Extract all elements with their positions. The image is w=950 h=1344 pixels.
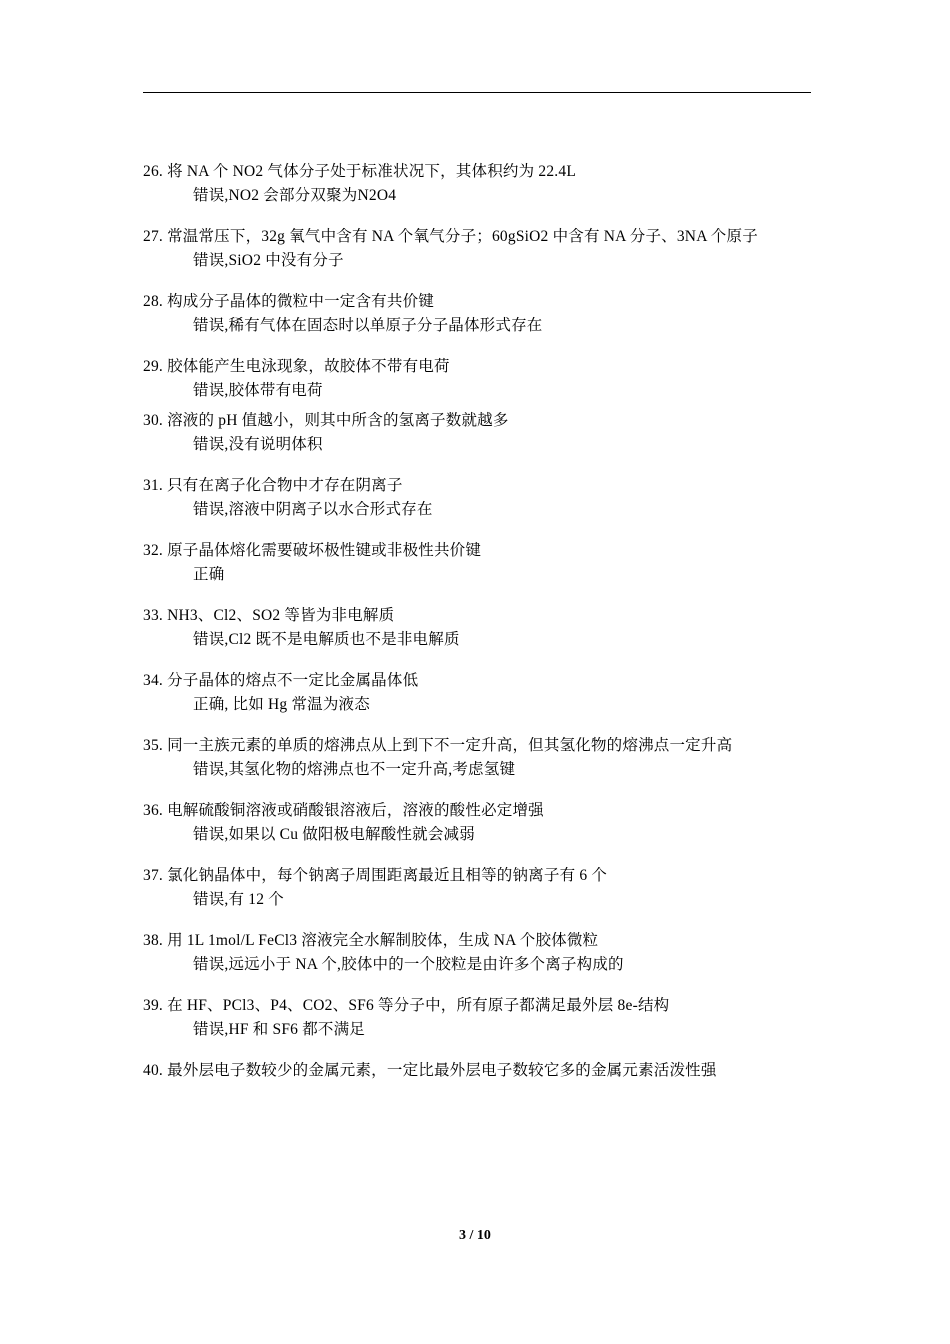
item-number: 34. bbox=[143, 672, 163, 690]
item-number: 39. bbox=[143, 997, 163, 1015]
item-question: 氯化钠晶体中，每个钠离子周围距离最近且相等的钠离子有 6 个 bbox=[167, 867, 608, 885]
question-line bbox=[143, 799, 843, 823]
list-item bbox=[143, 539, 843, 587]
question-line bbox=[143, 409, 843, 433]
item-answer: 错误,远远小于 NA 个,胶体中的一个胶粒是由许多个离子构成的 bbox=[193, 956, 624, 974]
item-answer: 错误,NO2 会部分双聚为N2O4 bbox=[193, 187, 397, 205]
question-line bbox=[143, 864, 843, 888]
question-line bbox=[143, 474, 843, 498]
item-question: 常温常压下，32g 氧气中含有 NA 个氧气分子；60gSiO2 中含有 NA 分子、3NA 个原子 bbox=[167, 228, 758, 246]
question-line bbox=[143, 1059, 843, 1083]
item-number: 28. bbox=[143, 293, 163, 311]
list-item bbox=[143, 799, 843, 847]
question-list bbox=[143, 160, 843, 1100]
item-answer: 错误,如果以 Cu 做阳极电解酸性就会减弱 bbox=[193, 826, 475, 844]
item-number: 37. bbox=[143, 867, 163, 885]
item-number: 29. bbox=[143, 358, 163, 376]
item-answer: 错误,SiO2 中没有分子 bbox=[193, 252, 344, 270]
item-question: 最外层电子数较少的金属元素，一定比最外层电子数较它多的金属元素活泼性强 bbox=[167, 1062, 717, 1080]
item-answer: 正确 bbox=[193, 566, 225, 584]
list-item bbox=[143, 290, 843, 338]
item-number: 31. bbox=[143, 477, 163, 495]
item-answer: 错误,没有说明体积 bbox=[193, 436, 323, 454]
item-answer: 错误,胶体带有电荷 bbox=[193, 382, 323, 400]
question-line bbox=[143, 160, 843, 184]
item-question: NH3、Cl2、SO2 等皆为非电解质 bbox=[167, 607, 395, 625]
item-number: 27. bbox=[143, 228, 163, 246]
item-answer: 错误,溶液中阴离子以水合形式存在 bbox=[193, 501, 433, 519]
item-number: 33. bbox=[143, 607, 163, 625]
list-item bbox=[143, 355, 843, 403]
item-question: 电解硫酸铜溶液或硝酸银溶液后，溶液的酸性必定增强 bbox=[167, 802, 544, 820]
question-line bbox=[143, 355, 843, 379]
list-item bbox=[143, 864, 843, 912]
list-item bbox=[143, 994, 843, 1042]
list-item bbox=[143, 160, 843, 208]
item-question: 只有在离子化合物中才存在阴离子 bbox=[167, 477, 403, 495]
item-question: 用 1L 1mol/L FeCl3 溶液完全水解制胶体，生成 NA 个胶体微粒 bbox=[167, 932, 599, 950]
item-number: 35. bbox=[143, 737, 163, 755]
list-item bbox=[143, 409, 843, 457]
list-item bbox=[143, 929, 843, 977]
item-question: 构成分子晶体的微粒中一定含有共价键 bbox=[167, 293, 434, 311]
list-item bbox=[143, 669, 843, 717]
list-item bbox=[143, 734, 843, 782]
item-answer: 正确, 比如 Hg 常温为液态 bbox=[193, 696, 370, 714]
item-question: 同一主族元素的单质的熔沸点从上到下不一定升高，但其氢化物的熔沸点一定升高 bbox=[167, 737, 733, 755]
header-divider bbox=[143, 92, 811, 93]
page-number: 3 / 10 bbox=[459, 1228, 491, 1243]
item-question: 胶体能产生电泳现象，故胶体不带有电荷 bbox=[167, 358, 450, 376]
item-question: 将 NA 个 NO2 气体分子处于标准状况下，其体积约为 22.4L bbox=[167, 163, 577, 180]
item-question: 溶液的 pH 值越小，则其中所含的氢离子数就越多 bbox=[167, 412, 509, 430]
question-line bbox=[143, 604, 843, 628]
item-number: 26. bbox=[143, 163, 163, 180]
question-line bbox=[143, 929, 843, 953]
question-line bbox=[143, 290, 843, 314]
list-item bbox=[143, 225, 843, 273]
item-question: 分子晶体的熔点不一定比金属晶体低 bbox=[167, 672, 419, 690]
question-line bbox=[143, 994, 843, 1018]
item-answer: 错误,稀有气体在固态时以单原子分子晶体形式存在 bbox=[193, 317, 543, 335]
item-number: 40. bbox=[143, 1062, 163, 1080]
item-answer: 错误,Cl2 既不是电解质也不是非电解质 bbox=[193, 631, 460, 649]
item-question: 原子晶体熔化需要破坏极性键或非极性共价键 bbox=[167, 542, 482, 560]
item-number: 32. bbox=[143, 542, 163, 560]
item-number: 36. bbox=[143, 802, 163, 820]
item-question: 在 HF、PCl3、P4、CO2、SF6 等分子中，所有原子都满足最外层 8e-结构 bbox=[167, 997, 670, 1015]
question-line bbox=[143, 539, 843, 563]
item-number: 30. bbox=[143, 412, 163, 430]
question-line bbox=[143, 225, 843, 249]
item-answer: 错误,有 12 个 bbox=[193, 891, 284, 909]
item-number: 38. bbox=[143, 932, 163, 950]
item-answer: 错误,HF 和 SF6 都不满足 bbox=[193, 1021, 366, 1039]
list-item bbox=[143, 1059, 843, 1083]
list-item bbox=[143, 604, 843, 652]
list-item bbox=[143, 474, 843, 522]
question-line bbox=[143, 669, 843, 693]
question-line bbox=[143, 734, 843, 758]
item-answer: 错误,其氢化物的熔沸点也不一定升高,考虑氢键 bbox=[193, 761, 516, 779]
